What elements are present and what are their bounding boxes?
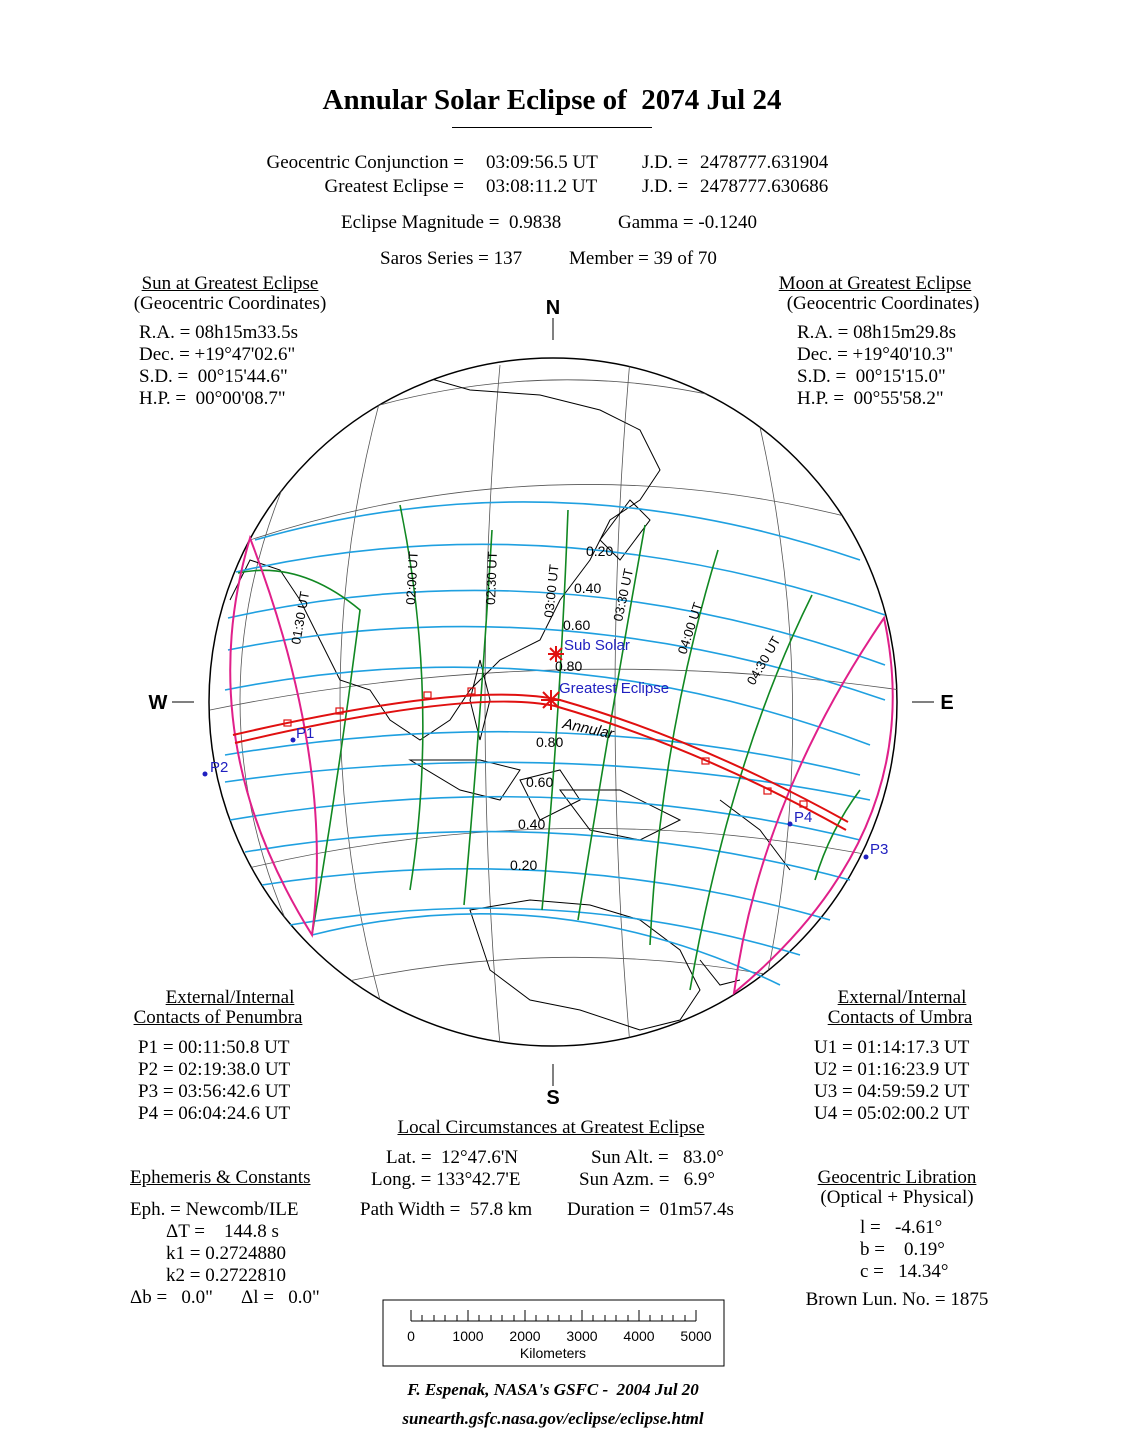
moon-dec: Dec. = +19°40'10.3" — [797, 344, 954, 365]
scale-labels — [407, 1328, 712, 1361]
p4-dot — [788, 822, 793, 827]
svg-text:1000: 1000 — [452, 1328, 484, 1344]
libration-l: l = -4.61° — [860, 1217, 943, 1238]
local-lat: Lat. = 12°47.6'N — [386, 1147, 519, 1168]
ephemeris-heading: Ephemeris & Constants — [130, 1167, 311, 1188]
svg-text:0.80: 0.80 — [536, 734, 564, 750]
p3-contact: P3 = 03:56:42.6 UT — [138, 1081, 291, 1102]
svg-text:4000: 4000 — [623, 1328, 655, 1344]
svg-text:02:00 UT: 02:00 UT — [403, 550, 421, 606]
brown-lunation: Brown Lun. No. = 1875 — [805, 1289, 989, 1310]
svg-text:03:00 UT: 03:00 UT — [541, 563, 562, 619]
libration-subheading: (Optical + Physical) — [820, 1187, 974, 1208]
penumbra-heading-2: Contacts of Penumbra — [133, 1007, 303, 1028]
svg-text:0: 0 — [407, 1328, 415, 1344]
libration-c: c = 14.34° — [860, 1261, 949, 1282]
west-label: W — [148, 692, 168, 714]
local-sun-alt: Sun Alt. = 83.0° — [591, 1147, 724, 1168]
svg-text:2000: 2000 — [509, 1328, 541, 1344]
gamma: Gamma = -0.1240 — [618, 212, 757, 233]
sun-sd: S.D. = 00°15'44.6" — [139, 366, 288, 387]
p4-contact: P4 = 06:04:24.6 UT — [138, 1103, 291, 1124]
p3-label: P3 — [870, 841, 889, 858]
p1-label: P1 — [296, 725, 315, 742]
ephemeris-delta-t: ΔT = 144.8 s — [166, 1221, 279, 1242]
svg-text:03:30 UT: 03:30 UT — [610, 567, 637, 623]
ephemeris-k2: k2 = 0.2722810 — [166, 1265, 286, 1286]
sun-hp: H.P. = 00°00'08.7" — [139, 388, 286, 409]
ephemeris-delta-l: Δl = 0.0" — [241, 1287, 320, 1308]
greatest-eclipse-star — [541, 690, 561, 710]
u2-contact: U2 = 01:16:23.9 UT — [814, 1059, 970, 1080]
sun-subheading: (Geocentric Coordinates) — [133, 293, 327, 314]
greatest-eclipse-time: 03:08:11.2 UT — [486, 176, 598, 197]
annular-label: Annular — [561, 715, 616, 743]
north-label: N — [545, 297, 561, 319]
svg-text:02:30 UT: 02:30 UT — [483, 551, 500, 606]
local-sun-azm: Sun Azm. = 6.9° — [579, 1169, 716, 1190]
ephemeris-delta-b: Δb = 0.0" — [130, 1287, 213, 1308]
svg-text:3000: 3000 — [566, 1328, 598, 1344]
svg-text:0.60: 0.60 — [563, 617, 591, 633]
moon-hp: H.P. = 00°55'58.2" — [797, 388, 944, 409]
moon-heading: Moon at Greatest Eclipse — [778, 273, 972, 294]
greatest-eclipse-label: Greatest Eclipse — [559, 680, 670, 697]
ephemeris-k1: k1 = 0.2724880 — [166, 1243, 286, 1264]
sun-dec: Dec. = +19°47'02.6" — [139, 344, 296, 365]
conjunction-jd: 2478777.631904 — [700, 152, 829, 173]
east-label: E — [940, 692, 954, 714]
svg-text:0.60: 0.60 — [526, 774, 554, 790]
time-labels — [288, 551, 783, 688]
scale-ruler — [411, 1310, 696, 1321]
p4-label: P4 — [794, 809, 813, 826]
conjunction-time: 03:09:56.5 UT — [486, 152, 598, 173]
local-long: Long. = 133°42.7'E — [371, 1169, 521, 1190]
p3-dot — [864, 855, 869, 860]
ephemeris-eph: Eph. = Newcomb/ILE — [130, 1199, 299, 1220]
saros-member: Member = 39 of 70 — [569, 248, 717, 269]
svg-text:0.20: 0.20 — [510, 857, 538, 873]
page-title: Annular Solar Eclipse of 2074 Jul 24 — [322, 84, 782, 116]
greatest-eclipse-jd: 2478777.630686 — [700, 176, 829, 197]
libration-heading: Geocentric Libration — [817, 1167, 977, 1188]
conjunction-jd-label: J.D. = — [642, 152, 689, 173]
graticule-meridians — [240, 360, 933, 1045]
south-label: S — [546, 1087, 560, 1109]
u4-contact: U4 = 05:02:00.2 UT — [814, 1103, 970, 1124]
svg-text:04:00 UT: 04:00 UT — [674, 600, 706, 656]
svg-text:5000: 5000 — [680, 1328, 712, 1344]
libration-b: b = 0.19° — [860, 1239, 945, 1260]
svg-text:0.40: 0.40 — [574, 580, 602, 596]
svg-text:04:30 UT: 04:30 UT — [743, 633, 784, 688]
u3-contact: U3 = 04:59:59.2 UT — [814, 1081, 970, 1102]
umbra-heading-1: External/Internal — [837, 987, 967, 1008]
moon-ra: R.A. = 08h15m29.8s — [797, 322, 957, 343]
sun-ra: R.A. = 08h15m33.5s — [139, 322, 299, 343]
saros-series: Saros Series = 137 — [380, 248, 523, 269]
svg-text:0.80: 0.80 — [555, 658, 583, 674]
greatest-eclipse-jd-label: J.D. = — [642, 176, 689, 197]
penumbra-limits — [230, 538, 893, 993]
svg-text:0.20: 0.20 — [586, 543, 614, 559]
local-heading: Local Circumstances at Greatest Eclipse — [397, 1117, 705, 1138]
u1-contact: U1 = 01:14:17.3 UT — [814, 1037, 970, 1058]
conjunction-label: Geocentric Conjunction = — [266, 152, 464, 173]
sun-heading: Sun at Greatest Eclipse — [141, 273, 319, 294]
p2-label: P2 — [210, 759, 229, 776]
umbra-heading-2: Contacts of Umbra — [827, 1007, 973, 1028]
p2-contact: P2 = 02:19:38.0 UT — [138, 1059, 291, 1080]
greatest-eclipse-label: Greatest Eclipse = — [324, 176, 464, 197]
sub-solar-label: Sub Solar — [564, 637, 630, 654]
moon-subheading: (Geocentric Coordinates) — [786, 293, 980, 314]
scale-unit: Kilometers — [519, 1345, 587, 1361]
local-path-width: Path Width = 57.8 km — [360, 1199, 533, 1220]
p1-contact: P1 = 00:11:50.8 UT — [138, 1037, 290, 1058]
moon-sd: S.D. = 00°15'15.0" — [797, 366, 946, 387]
eclipse-magnitude: Eclipse Magnitude = 0.9838 — [341, 212, 562, 233]
credit: F. Espenak, NASA's GSFC - 2004 Jul 20 — [407, 1380, 699, 1399]
penumbra-heading-1: External/Internal — [165, 987, 295, 1008]
graticule-parallels — [210, 380, 900, 995]
local-duration: Duration = 01m57.4s — [567, 1199, 734, 1220]
source-url: sunearth.gsfc.nasa.gov/eclipse/eclipse.html — [402, 1409, 704, 1428]
svg-text:01:30 UT: 01:30 UT — [288, 590, 313, 646]
p2-dot — [203, 772, 208, 777]
svg-text:0.40: 0.40 — [518, 816, 546, 832]
p1-dot — [291, 738, 296, 743]
